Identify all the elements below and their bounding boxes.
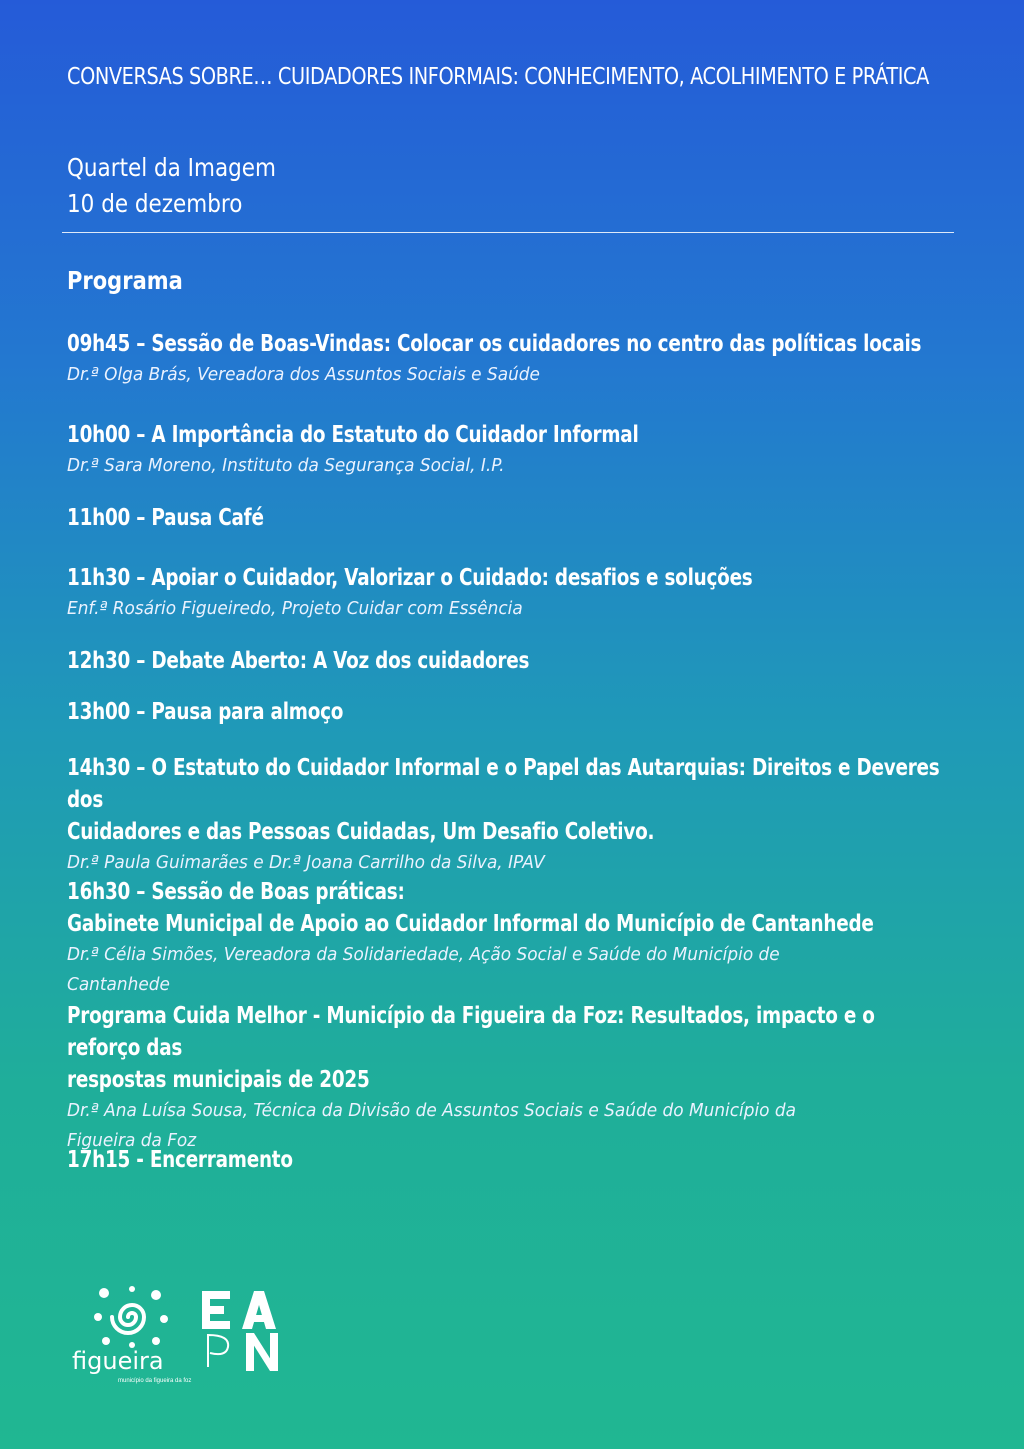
agenda-item-title: 16h30 – Sessão de Boas práticas: — [67, 879, 405, 905]
agenda-item — [67, 1144, 947, 1176]
agenda-item — [67, 876, 947, 1156]
agenda-item — [67, 562, 947, 624]
agenda-item-title: 10h00 – A Importância do Estatuto do Cuidador Informal — [67, 422, 639, 448]
sun-swirl-icon — [92, 1285, 172, 1349]
agenda-item-title: 14h30 – O Estatuto do Cuidador Informal e o Papel das Autarquias: Direitos e Deveres dos — [67, 755, 940, 813]
figueira-logo — [72, 1285, 192, 1385]
agenda-item-speaker: Dr.ª Célia Simões, Vereadora da Solidariedade, Ação Social e Saúde do Município de — [67, 944, 780, 965]
agenda-item-subtitle: Programa Cuida Melhor - Município da Figueira da Foz: Resultados, impacto e o reforço das — [67, 1003, 875, 1061]
agenda-item — [67, 752, 947, 878]
agenda-item-title: 09h45 – Sessão de Boas-Vindas: Colocar os cuidadores no centro das políticas locais — [67, 331, 922, 357]
agenda-item-speaker: Dr.ª Sara Moreno, Instituto da Segurança Social, I.P. — [67, 455, 505, 476]
agenda-item — [67, 502, 947, 534]
event-title: CONVERSAS SOBRE… CUIDADORES INFORMAIS: CONHECIMENTO, ACOLHIMENTO E PRÁTICA — [67, 64, 929, 90]
divider — [62, 232, 954, 233]
agenda-item-title: 17h15 - Encerramento — [67, 1147, 293, 1173]
agenda-item-subtitle-cont: respostas municipais de 2025 — [67, 1067, 370, 1093]
agenda-item-title: 13h00 – Pausa para almoço — [67, 699, 344, 725]
agenda-item-title: 11h30 – Apoiar o Cuidador, Valorizar o Cuidado: desafios e soluções — [67, 565, 753, 591]
agenda-item — [67, 696, 947, 728]
eapn-logo — [202, 1291, 282, 1371]
agenda-item-speaker: Dr.ª Paula Guimarães e Dr.ª Joana Carrilho da Silva, IPAV — [67, 852, 545, 873]
agenda-item-speaker: Dr.ª Ana Luísa Sousa, Técnica da Divisão de Assuntos Sociais e Saúde do Município da — [67, 1100, 797, 1121]
agenda-item-speaker-cont: Cantanhede — [67, 974, 170, 995]
agenda-item-speaker: Enf.ª Rosário Figueiredo, Projeto Cuidar com Essência — [67, 598, 523, 619]
eapn-mark-icon — [202, 1291, 282, 1371]
figueira-wordmark: figueira — [72, 1347, 164, 1375]
agenda-item-subtitle: Gabinete Municipal de Apoio ao Cuidador Informal do Município de Cantanhede — [67, 911, 874, 937]
agenda-item-title-cont: Cuidadores e das Pessoas Cuidadas, Um Desafio Coletivo. — [67, 819, 655, 845]
agenda-item-title: 12h30 – Debate Aberto: A Voz dos cuidadores — [67, 648, 530, 674]
agenda-item-speaker-cont: Figueira da Foz — [67, 1130, 197, 1151]
event-date: 10 de dezembro — [67, 189, 243, 218]
programa-heading: Programa — [67, 266, 183, 295]
agenda-item-speaker: Dr.ª Olga Brás, Vereadora dos Assuntos Sociais e Saúde — [67, 364, 540, 385]
venue-name: Quartel da Imagem — [67, 153, 276, 182]
venue-block — [67, 150, 276, 222]
agenda-item-title: 11h00 – Pausa Café — [67, 505, 264, 531]
agenda-item — [67, 419, 947, 481]
agenda-item — [67, 645, 947, 677]
figueira-tagline: município da figueira da foz — [118, 1378, 192, 1384]
agenda-item — [67, 328, 947, 390]
